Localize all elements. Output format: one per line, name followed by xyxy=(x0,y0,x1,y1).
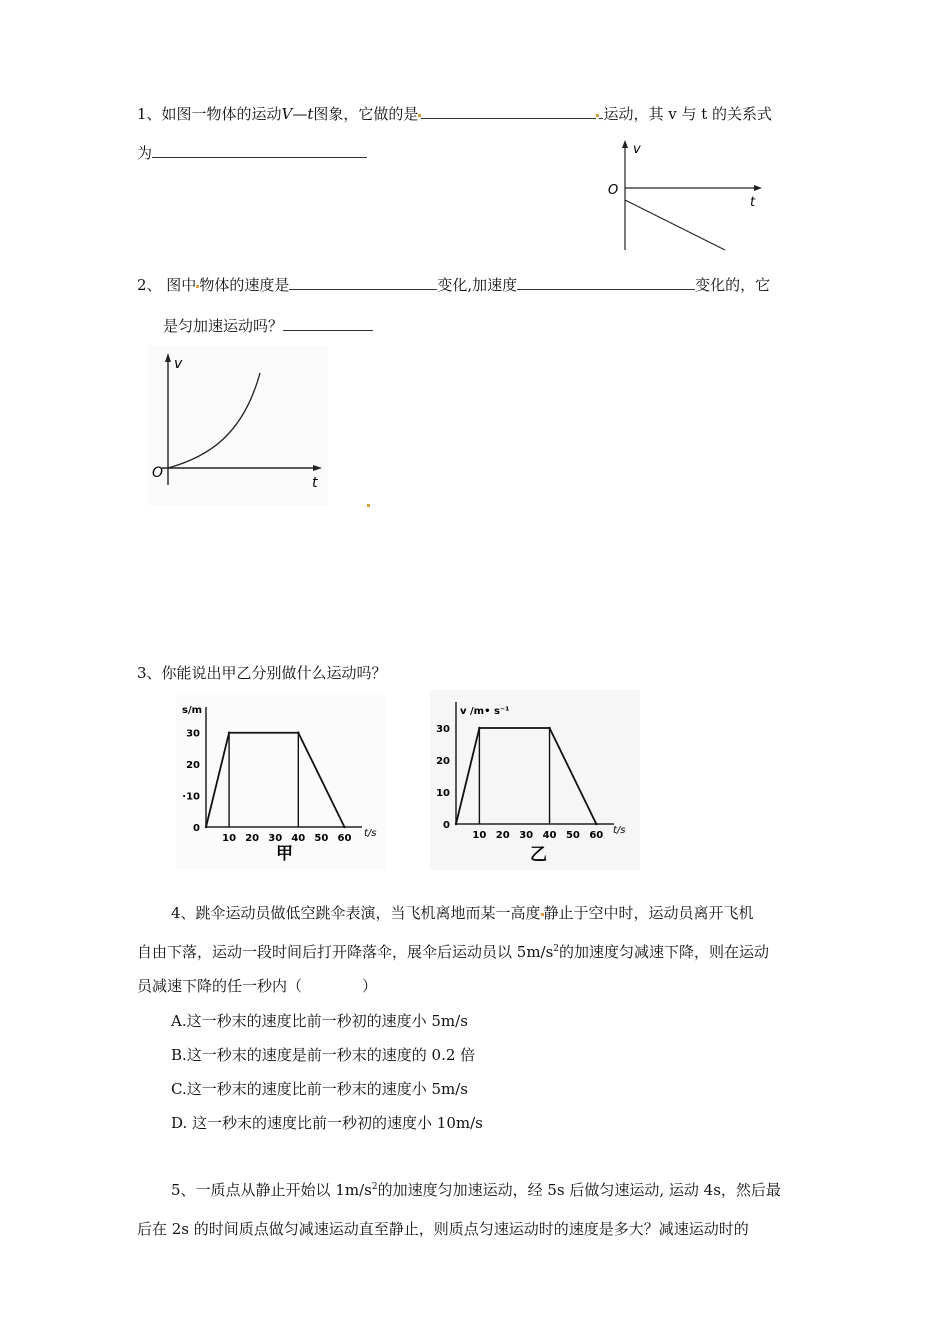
q1-vt-line xyxy=(625,200,725,250)
q1-after: 图象，它做的是 xyxy=(313,105,419,123)
q2-text-a: 物体的速度是 xyxy=(199,276,290,294)
chart-jia-point xyxy=(228,732,230,734)
chart-jia-caption: 甲 xyxy=(276,844,293,864)
chart-yi-xlabel: t/s xyxy=(613,825,626,836)
chart-yi-ylabel: v /m• s⁻¹ xyxy=(460,706,510,717)
q2-line1 xyxy=(137,274,770,295)
q5-line2: 后在 2s 的时间质点做匀减速运动直至静止，则质点匀速运动时的速度是多大？减速运动时的 xyxy=(137,1220,749,1238)
q2-prefix: 2、 图中 xyxy=(137,276,197,294)
chart-jia xyxy=(176,695,386,870)
q1-y-arrow xyxy=(622,140,628,148)
q5-line1 xyxy=(171,1179,781,1200)
chart-jia-xtick-label: 20 xyxy=(245,833,260,844)
q1-y-label: v xyxy=(633,142,641,157)
q4-line3-close: ） xyxy=(362,977,378,995)
chart-jia-xtick-label: 10 xyxy=(222,833,237,844)
chart-yi-ytick-label: 10 xyxy=(436,788,450,799)
q1-line1 xyxy=(137,103,772,124)
q1-x-arrow xyxy=(754,185,762,191)
q4-line1b: 静止于空中时，运动员离开飞机 xyxy=(543,904,754,922)
q2-blank-acceleration[interactable] xyxy=(517,275,695,290)
chart-jia-point xyxy=(297,732,299,734)
q4-option-c[interactable]: C.这一秒末的速度比前一秒末的速度小 5m/s xyxy=(171,1080,468,1098)
chart-jia-xtick-label: 30 xyxy=(268,833,283,844)
chart-yi-caption: 乙 xyxy=(530,845,547,865)
q2-x-label: t xyxy=(312,475,318,491)
chart-yi-xtick-label: 30 xyxy=(519,830,534,841)
q1-dash: — xyxy=(292,105,308,123)
q4-line1 xyxy=(171,902,754,923)
q1-vt-graph xyxy=(600,138,770,253)
chart-jia-ytick-label: 0 xyxy=(193,823,200,834)
q4-option-a[interactable]: A.这一秒末的速度比前一秒初的速度小 5m/s xyxy=(171,1012,468,1030)
q4-line3-text: 员减速下降的任一秒内（ xyxy=(137,977,303,995)
q1-prefix: 1、如图一物体的运动 xyxy=(137,105,282,123)
chart-jia-ytick-label: 30 xyxy=(186,728,200,740)
q3-text: 3、你能说出甲乙分别做什么运动吗？ xyxy=(137,664,387,682)
q2-question: 是匀加速运动吗？ xyxy=(163,317,284,335)
chart-yi-point xyxy=(455,823,457,825)
q2-blank-answer[interactable] xyxy=(283,316,373,331)
q4-line3 xyxy=(137,975,377,996)
q1-blank-relation[interactable] xyxy=(152,143,367,158)
chart-jia-ytick-label: 20 xyxy=(186,760,200,772)
chart-jia-xlabel: t/s xyxy=(364,828,377,839)
q2-vt-graph xyxy=(148,345,328,505)
q1-blank-motion[interactable] xyxy=(421,104,596,119)
q4-line1a: 4、跳伞运动员做低空跳伞表演，当飞机离地而某一高度 xyxy=(171,904,541,922)
chart-jia-ylabel: s/m xyxy=(182,705,203,716)
chart-jia-ytick-label: ·10 xyxy=(182,791,200,803)
q1-line2 xyxy=(137,142,367,163)
q2-origin-label: O xyxy=(152,465,164,481)
chart-yi-ytick-label: 30 xyxy=(436,724,450,735)
q5-line1a: 5、一质点从静止开始以 1m/s xyxy=(171,1181,372,1199)
chart-yi-point xyxy=(478,727,480,729)
q1-x-label: t xyxy=(750,195,756,210)
chart-yi-ytick-label: 0 xyxy=(443,820,450,831)
chart-jia-xtick-label: 40 xyxy=(291,833,306,844)
chart-jia-point xyxy=(205,826,207,828)
q2-stray-dot xyxy=(367,504,370,507)
chart-yi-xtick-label: 60 xyxy=(589,830,604,841)
chart-jia-point xyxy=(343,826,345,828)
q1-var-t: t xyxy=(307,105,314,123)
q5-line1b: 的加速度匀加速运动，经 5s 后做匀速运动, 运动 4s，然后最 xyxy=(377,1181,781,1199)
chart-yi-ytick-label: 20 xyxy=(436,756,450,767)
chart-yi-xtick-label: 50 xyxy=(565,830,580,841)
q4-line2 xyxy=(137,941,769,962)
chart-yi-xtick-label: 20 xyxy=(495,830,510,841)
q2-text-b: 变化,加速度 xyxy=(437,276,518,294)
q4-line2a: 自由下落，运动一段时间后打开降落伞，展伞后运动员以 5m/s xyxy=(137,943,554,961)
q1-line2-prefix: 为 xyxy=(137,144,153,162)
q4-option-d[interactable]: D. 这一秒末的速度比前一秒初的速度小 10m/s xyxy=(171,1114,483,1132)
q2-y-label: v xyxy=(174,356,183,372)
q4-line2b: 的加速度匀减速下降，则在运动 xyxy=(559,943,770,961)
chart-yi-bg xyxy=(430,690,640,870)
q5-line1-sup: 2 xyxy=(371,1182,378,1192)
chart-yi-xtick-label: 10 xyxy=(472,830,487,841)
chart-yi-xtick-label: 40 xyxy=(542,830,557,841)
q1-var-v: V xyxy=(281,105,293,123)
q2-text-c: 变化的，它 xyxy=(695,276,771,294)
chart-yi-point xyxy=(548,727,550,729)
q2-blank-velocity[interactable] xyxy=(289,275,437,290)
q4-option-b[interactable]: B.这一秒末的速度是前一秒末的速度的 0.2 倍 xyxy=(171,1046,476,1064)
q1-origin-label: O xyxy=(608,183,619,198)
chart-yi xyxy=(430,690,640,870)
chart-yi-point xyxy=(595,823,597,825)
q4-line2-sup: 2 xyxy=(553,944,560,954)
q1-suffix: 运动，其 v 与 t 的关系式 xyxy=(603,105,773,123)
q2-line2 xyxy=(163,315,373,336)
chart-jia-xtick-label: 50 xyxy=(314,833,329,844)
chart-jia-xtick-label: 60 xyxy=(337,833,352,844)
